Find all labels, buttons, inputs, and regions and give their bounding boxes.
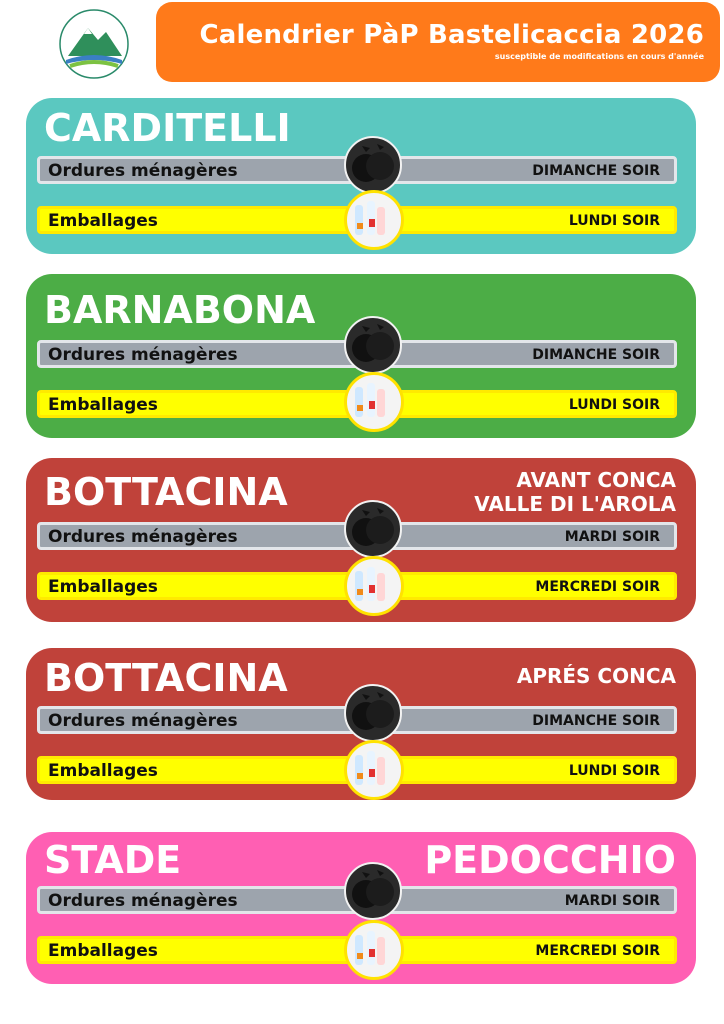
collection-day: MARDI SOIR — [564, 893, 660, 909]
zone-subtitle-line: AVANT CONCA — [516, 468, 676, 492]
zone-name: BOTTACINA — [44, 656, 288, 700]
zone-name-right: PEDOCCHIO — [424, 838, 676, 882]
zone-card-bottacina-apres-conca — [26, 648, 696, 800]
collection-day: DIMANCHE SOIR — [532, 347, 660, 363]
zone-name: STADE — [44, 838, 182, 882]
bottles-icon — [344, 920, 404, 980]
row-label: Ordures ménagères — [48, 527, 238, 547]
row-label: Emballages — [48, 761, 158, 781]
zone-card-carditelli — [26, 98, 696, 254]
bottles-icon — [344, 372, 404, 432]
page-subtitle: susceptible de modifications en cours d'année — [494, 52, 704, 61]
zone-card-stade-pedocchio — [26, 832, 696, 984]
header-banner — [156, 2, 720, 82]
collection-day: MERCREDI SOIR — [535, 943, 660, 959]
row-label: Emballages — [48, 577, 158, 597]
zone-name: BARNABONA — [44, 288, 316, 332]
garbage-bag-icon — [344, 136, 402, 194]
zone-subtitle — [517, 664, 676, 688]
page-title: Calendrier PàP Bastelicaccia 2026 — [199, 20, 704, 50]
garbage-bag-icon — [344, 316, 402, 374]
collection-day: LUNDI SOIR — [568, 763, 660, 779]
zone-subtitle — [474, 468, 676, 516]
bottles-icon — [344, 556, 404, 616]
zone-card-barnabona — [26, 274, 696, 438]
collection-day: MERCREDI SOIR — [535, 579, 660, 595]
bottles-icon — [344, 740, 404, 800]
row-label: Ordures ménagères — [48, 891, 238, 911]
collection-day: MARDI SOIR — [564, 529, 660, 545]
zone-name: BOTTACINA — [44, 470, 288, 514]
zone-card-bottacina-avant-conca — [26, 458, 696, 622]
collection-day: LUNDI SOIR — [568, 397, 660, 413]
zone-name: CARDITELLI — [44, 106, 291, 150]
row-label: Emballages — [48, 941, 158, 961]
garbage-bag-icon — [344, 862, 402, 920]
row-label: Emballages — [48, 395, 158, 415]
row-label: Ordures ménagères — [48, 711, 238, 731]
collection-day: DIMANCHE SOIR — [532, 713, 660, 729]
row-label: Ordures ménagères — [48, 161, 238, 181]
garbage-bag-icon — [344, 684, 402, 742]
collection-day: LUNDI SOIR — [568, 213, 660, 229]
community-logo — [44, 6, 144, 82]
bottles-icon — [344, 190, 404, 250]
row-label: Ordures ménagères — [48, 345, 238, 365]
row-label: Emballages — [48, 211, 158, 231]
garbage-bag-icon — [344, 500, 402, 558]
collection-day: DIMANCHE SOIR — [532, 163, 660, 179]
zone-subtitle-line: VALLE DI L'AROLA — [474, 492, 676, 516]
zone-subtitle-line: APRÉS CONCA — [516, 664, 676, 688]
